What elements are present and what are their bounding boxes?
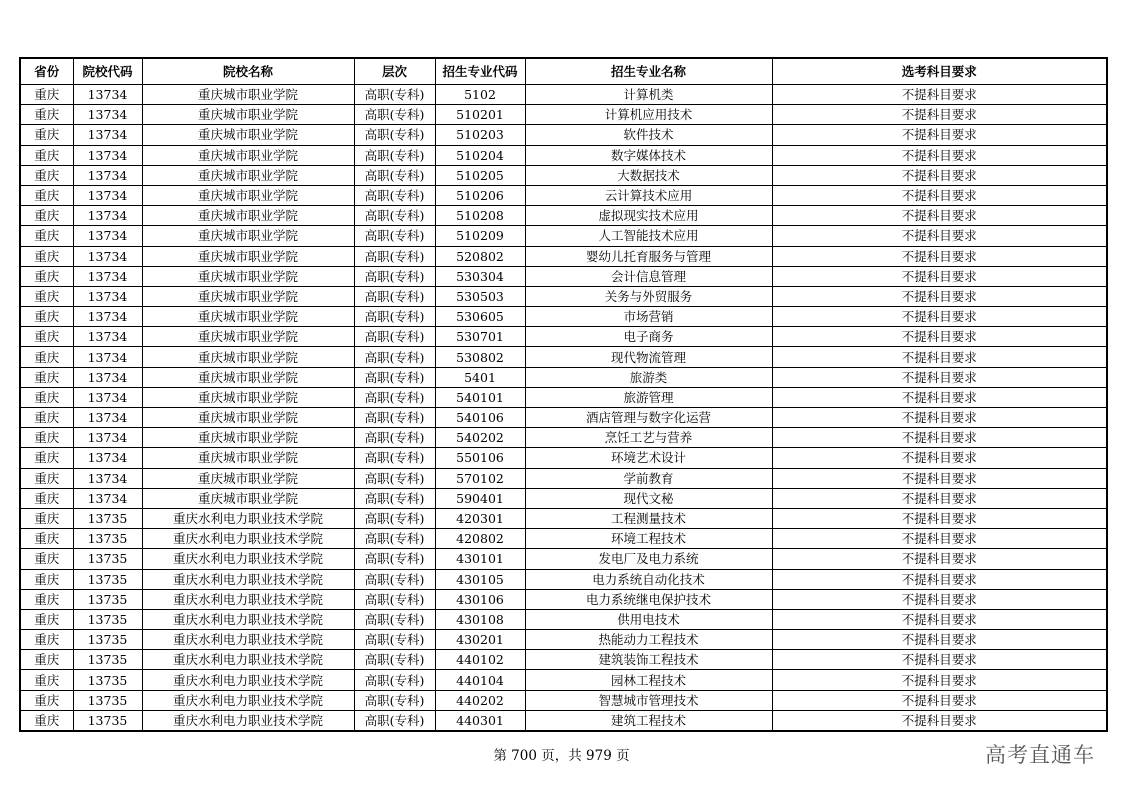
cell-level: 高职(专科): [354, 549, 435, 569]
cell-province: 重庆: [20, 165, 73, 185]
cell-school-name: 重庆城市职业学院: [142, 347, 354, 367]
cell-school-name: 重庆城市职业学院: [142, 367, 354, 387]
cell-major-code: 530605: [435, 307, 525, 327]
cell-subject-requirement: 不提科目要求: [772, 185, 1107, 205]
cell-level: 高职(专科): [354, 609, 435, 629]
cell-province: 重庆: [20, 105, 73, 125]
cell-subject-requirement: 不提科目要求: [772, 145, 1107, 165]
table-row: [20, 327, 1107, 347]
cell-major-code: 5401: [435, 367, 525, 387]
cell-major-code: 530802: [435, 347, 525, 367]
cell-school-code: 13734: [73, 206, 142, 226]
cell-major-name: 云计算技术应用: [525, 185, 772, 205]
cell-school-code: 13734: [73, 266, 142, 286]
cell-major-code: 540202: [435, 428, 525, 448]
cell-level: 高职(专科): [354, 327, 435, 347]
cell-level: 高职(专科): [354, 367, 435, 387]
cell-major-name: 计算机类: [525, 85, 772, 105]
table-row: [20, 650, 1107, 670]
cell-major-code: 530701: [435, 327, 525, 347]
cell-major-code: 420301: [435, 508, 525, 528]
cell-province: 重庆: [20, 408, 73, 428]
cell-major-code: 510208: [435, 206, 525, 226]
cell-province: 重庆: [20, 609, 73, 629]
cell-province: 重庆: [20, 448, 73, 468]
cell-school-name: 重庆水利电力职业技术学院: [142, 569, 354, 589]
cell-major-name: 现代文秘: [525, 488, 772, 508]
cell-school-name: 重庆水利电力职业技术学院: [142, 508, 354, 528]
cell-school-name: 重庆水利电力职业技术学院: [142, 549, 354, 569]
cell-major-name: 虚拟现实技术应用: [525, 206, 772, 226]
cell-school-name: 重庆城市职业学院: [142, 85, 354, 105]
header-subject-requirement: 选考科目要求: [772, 58, 1107, 85]
cell-subject-requirement: 不提科目要求: [772, 650, 1107, 670]
cell-subject-requirement: 不提科目要求: [772, 266, 1107, 286]
cell-level: 高职(专科): [354, 710, 435, 731]
cell-major-code: 430201: [435, 630, 525, 650]
cell-major-code: 430105: [435, 569, 525, 589]
cell-school-name: 重庆水利电力职业技术学院: [142, 609, 354, 629]
cell-level: 高职(专科): [354, 508, 435, 528]
cell-school-name: 重庆水利电力职业技术学院: [142, 670, 354, 690]
cell-school-name: 重庆城市职业学院: [142, 185, 354, 205]
cell-subject-requirement: 不提科目要求: [772, 125, 1107, 145]
cell-major-name: 热能动力工程技术: [525, 630, 772, 650]
cell-subject-requirement: 不提科目要求: [772, 246, 1107, 266]
cell-province: 重庆: [20, 508, 73, 528]
cell-level: 高职(专科): [354, 185, 435, 205]
cell-major-name: 学前教育: [525, 468, 772, 488]
cell-province: 重庆: [20, 185, 73, 205]
cell-major-code: 430108: [435, 609, 525, 629]
cell-subject-requirement: 不提科目要求: [772, 307, 1107, 327]
cell-level: 高职(专科): [354, 387, 435, 407]
cell-major-name: 发电厂及电力系统: [525, 549, 772, 569]
watermark-logo-text: 高考直通车: [985, 743, 1095, 767]
cell-province: 重庆: [20, 387, 73, 407]
cell-major-name: 婴幼儿托育服务与管理: [525, 246, 772, 266]
page-number: 第 700 页，共 979 页: [493, 748, 630, 764]
cell-major-code: 510204: [435, 145, 525, 165]
table-row: [20, 488, 1107, 508]
cell-major-name: 大数据技术: [525, 165, 772, 185]
cell-school-name: 重庆水利电力职业技术学院: [142, 690, 354, 710]
cell-major-code: 570102: [435, 468, 525, 488]
cell-major-name: 酒店管理与数字化运营: [525, 408, 772, 428]
cell-major-name: 旅游类: [525, 367, 772, 387]
cell-major-name: 人工智能技术应用: [525, 226, 772, 246]
table-row: [20, 670, 1107, 690]
cell-school-name: 重庆城市职业学院: [142, 428, 354, 448]
cell-school-name: 重庆城市职业学院: [142, 105, 354, 125]
cell-major-code: 550106: [435, 448, 525, 468]
cell-subject-requirement: 不提科目要求: [772, 327, 1107, 347]
cell-school-name: 重庆城市职业学院: [142, 125, 354, 145]
table-row: [20, 165, 1107, 185]
table-row: [20, 347, 1107, 367]
table-row: [20, 266, 1107, 286]
cell-school-code: 13735: [73, 529, 142, 549]
cell-major-code: 540101: [435, 387, 525, 407]
cell-major-code: 510205: [435, 165, 525, 185]
cell-school-code: 13734: [73, 367, 142, 387]
cell-level: 高职(专科): [354, 105, 435, 125]
cell-major-code: 510209: [435, 226, 525, 246]
cell-major-name: 旅游管理: [525, 387, 772, 407]
header-major-name: 招生专业名称: [525, 58, 772, 85]
cell-level: 高职(专科): [354, 347, 435, 367]
cell-subject-requirement: 不提科目要求: [772, 165, 1107, 185]
cell-province: 重庆: [20, 690, 73, 710]
cell-subject-requirement: 不提科目要求: [772, 105, 1107, 125]
cell-school-name: 重庆城市职业学院: [142, 488, 354, 508]
cell-major-name: 软件技术: [525, 125, 772, 145]
cell-province: 重庆: [20, 670, 73, 690]
cell-major-code: 440102: [435, 650, 525, 670]
cell-province: 重庆: [20, 266, 73, 286]
table-row: [20, 246, 1107, 266]
cell-major-name: 智慧城市管理技术: [525, 690, 772, 710]
cell-school-name: 重庆水利电力职业技术学院: [142, 529, 354, 549]
cell-province: 重庆: [20, 226, 73, 246]
table-row: [20, 408, 1107, 428]
cell-major-code: 510201: [435, 105, 525, 125]
cell-major-name: 工程测量技术: [525, 508, 772, 528]
cell-school-code: 13735: [73, 609, 142, 629]
cell-school-code: 13734: [73, 448, 142, 468]
table-row: [20, 286, 1107, 306]
cell-school-code: 13735: [73, 589, 142, 609]
table-row: [20, 387, 1107, 407]
cell-level: 高职(专科): [354, 266, 435, 286]
cell-school-code: 13734: [73, 428, 142, 448]
cell-province: 重庆: [20, 327, 73, 347]
table-row: [20, 529, 1107, 549]
cell-level: 高职(专科): [354, 125, 435, 145]
cell-school-code: 13735: [73, 630, 142, 650]
cell-major-code: 530503: [435, 286, 525, 306]
cell-province: 重庆: [20, 650, 73, 670]
cell-school-name: 重庆水利电力职业技术学院: [142, 589, 354, 609]
cell-province: 重庆: [20, 85, 73, 105]
cell-province: 重庆: [20, 549, 73, 569]
cell-school-name: 重庆城市职业学院: [142, 468, 354, 488]
cell-level: 高职(专科): [354, 670, 435, 690]
cell-subject-requirement: 不提科目要求: [772, 408, 1107, 428]
cell-subject-requirement: 不提科目要求: [772, 508, 1107, 528]
cell-school-name: 重庆城市职业学院: [142, 327, 354, 347]
table-body: [20, 85, 1107, 732]
cell-subject-requirement: 不提科目要求: [772, 448, 1107, 468]
cell-level: 高职(专科): [354, 165, 435, 185]
table-row: [20, 85, 1107, 105]
cell-subject-requirement: 不提科目要求: [772, 286, 1107, 306]
cell-major-name: 电力系统自动化技术: [525, 569, 772, 589]
cell-subject-requirement: 不提科目要求: [772, 488, 1107, 508]
cell-province: 重庆: [20, 307, 73, 327]
cell-subject-requirement: 不提科目要求: [772, 529, 1107, 549]
cell-subject-requirement: 不提科目要求: [772, 549, 1107, 569]
cell-major-code: 510203: [435, 125, 525, 145]
cell-province: 重庆: [20, 347, 73, 367]
table-row: [20, 569, 1107, 589]
cell-school-code: 13735: [73, 690, 142, 710]
cell-subject-requirement: 不提科目要求: [772, 206, 1107, 226]
cell-level: 高职(专科): [354, 307, 435, 327]
cell-school-code: 13735: [73, 508, 142, 528]
table-row: [20, 448, 1107, 468]
cell-subject-requirement: 不提科目要求: [772, 690, 1107, 710]
cell-subject-requirement: 不提科目要求: [772, 428, 1107, 448]
cell-level: 高职(专科): [354, 468, 435, 488]
cell-level: 高职(专科): [354, 529, 435, 549]
cell-school-name: 重庆水利电力职业技术学院: [142, 710, 354, 731]
header-province: 省份: [20, 58, 73, 85]
cell-school-code: 13735: [73, 710, 142, 731]
cell-major-code: 440202: [435, 690, 525, 710]
header-school-name: 院校名称: [142, 58, 354, 85]
table-row: [20, 307, 1107, 327]
cell-school-name: 重庆城市职业学院: [142, 408, 354, 428]
cell-major-code: 420802: [435, 529, 525, 549]
cell-school-name: 重庆城市职业学院: [142, 266, 354, 286]
cell-major-code: 440104: [435, 670, 525, 690]
cell-school-code: 13734: [73, 307, 142, 327]
cell-major-name: 环境艺术设计: [525, 448, 772, 468]
cell-province: 重庆: [20, 488, 73, 508]
cell-school-name: 重庆城市职业学院: [142, 448, 354, 468]
cell-subject-requirement: 不提科目要求: [772, 347, 1107, 367]
cell-major-name: 市场营销: [525, 307, 772, 327]
table-row: [20, 508, 1107, 528]
cell-school-code: 13734: [73, 286, 142, 306]
cell-school-name: 重庆城市职业学院: [142, 307, 354, 327]
cell-major-name: 环境工程技术: [525, 529, 772, 549]
cell-province: 重庆: [20, 206, 73, 226]
cell-major-code: 590401: [435, 488, 525, 508]
cell-school-name: 重庆城市职业学院: [142, 145, 354, 165]
table-row: [20, 609, 1107, 629]
table-row: [20, 589, 1107, 609]
cell-major-name: 烹饪工艺与营养: [525, 428, 772, 448]
cell-school-code: 13734: [73, 387, 142, 407]
header-major-code: 招生专业代码: [435, 58, 525, 85]
cell-subject-requirement: 不提科目要求: [772, 670, 1107, 690]
cell-province: 重庆: [20, 569, 73, 589]
cell-school-code: 13735: [73, 569, 142, 589]
header-school-code: 院校代码: [73, 58, 142, 85]
cell-school-code: 13734: [73, 246, 142, 266]
cell-level: 高职(专科): [354, 428, 435, 448]
table-row: [20, 710, 1107, 731]
table-row: [20, 105, 1107, 125]
cell-level: 高职(专科): [354, 569, 435, 589]
cell-school-code: 13734: [73, 468, 142, 488]
cell-school-name: 重庆水利电力职业技术学院: [142, 650, 354, 670]
cell-province: 重庆: [20, 125, 73, 145]
cell-level: 高职(专科): [354, 630, 435, 650]
cell-school-code: 13735: [73, 670, 142, 690]
cell-province: 重庆: [20, 367, 73, 387]
cell-major-name: 建筑工程技术: [525, 710, 772, 731]
header-level: 层次: [354, 58, 435, 85]
cell-major-name: 建筑装饰工程技术: [525, 650, 772, 670]
table-row: [20, 367, 1107, 387]
cell-subject-requirement: 不提科目要求: [772, 468, 1107, 488]
table-row: [20, 206, 1107, 226]
cell-province: 重庆: [20, 589, 73, 609]
cell-province: 重庆: [20, 630, 73, 650]
cell-level: 高职(专科): [354, 85, 435, 105]
cell-subject-requirement: 不提科目要求: [772, 609, 1107, 629]
cell-province: 重庆: [20, 286, 73, 306]
cell-level: 高职(专科): [354, 206, 435, 226]
cell-subject-requirement: 不提科目要求: [772, 710, 1107, 731]
cell-major-code: 540106: [435, 408, 525, 428]
cell-school-code: 13734: [73, 327, 142, 347]
cell-school-code: 13734: [73, 226, 142, 246]
cell-major-code: 510206: [435, 185, 525, 205]
cell-major-name: 数字媒体技术: [525, 145, 772, 165]
enrollment-table: [19, 57, 1108, 732]
cell-major-name: 园林工程技术: [525, 670, 772, 690]
cell-major-code: 430101: [435, 549, 525, 569]
cell-subject-requirement: 不提科目要求: [772, 85, 1107, 105]
cell-major-name: 计算机应用技术: [525, 105, 772, 125]
cell-school-name: 重庆城市职业学院: [142, 387, 354, 407]
cell-subject-requirement: 不提科目要求: [772, 387, 1107, 407]
table-row: [20, 690, 1107, 710]
table-row: [20, 226, 1107, 246]
table-row: [20, 428, 1107, 448]
cell-school-code: 13734: [73, 85, 142, 105]
cell-major-name: 会计信息管理: [525, 266, 772, 286]
cell-school-code: 13734: [73, 125, 142, 145]
cell-school-code: 13734: [73, 105, 142, 125]
cell-school-code: 13734: [73, 145, 142, 165]
cell-school-code: 13734: [73, 165, 142, 185]
cell-major-code: 5102: [435, 85, 525, 105]
cell-school-code: 13735: [73, 549, 142, 569]
cell-subject-requirement: 不提科目要求: [772, 226, 1107, 246]
cell-major-name: 关务与外贸服务: [525, 286, 772, 306]
cell-major-name: 电子商务: [525, 327, 772, 347]
cell-subject-requirement: 不提科目要求: [772, 569, 1107, 589]
cell-level: 高职(专科): [354, 589, 435, 609]
table-row: [20, 125, 1107, 145]
cell-level: 高职(专科): [354, 246, 435, 266]
cell-level: 高职(专科): [354, 286, 435, 306]
cell-school-name: 重庆城市职业学院: [142, 226, 354, 246]
cell-school-code: 13735: [73, 650, 142, 670]
cell-school-code: 13734: [73, 185, 142, 205]
cell-major-name: 现代物流管理: [525, 347, 772, 367]
table-header-row: [20, 58, 1107, 85]
table-row: [20, 549, 1107, 569]
cell-level: 高职(专科): [354, 145, 435, 165]
cell-province: 重庆: [20, 468, 73, 488]
cell-school-code: 13734: [73, 408, 142, 428]
cell-level: 高职(专科): [354, 690, 435, 710]
cell-school-name: 重庆城市职业学院: [142, 206, 354, 226]
cell-school-code: 13734: [73, 488, 142, 508]
cell-level: 高职(专科): [354, 226, 435, 246]
cell-level: 高职(专科): [354, 488, 435, 508]
cell-province: 重庆: [20, 145, 73, 165]
table-row: [20, 468, 1107, 488]
cell-major-code: 430106: [435, 589, 525, 609]
cell-major-code: 520802: [435, 246, 525, 266]
cell-major-name: 供用电技术: [525, 609, 772, 629]
table-row: [20, 145, 1107, 165]
cell-province: 重庆: [20, 428, 73, 448]
table-row: [20, 185, 1107, 205]
cell-major-name: 电力系统继电保护技术: [525, 589, 772, 609]
cell-school-name: 重庆城市职业学院: [142, 286, 354, 306]
cell-subject-requirement: 不提科目要求: [772, 630, 1107, 650]
cell-major-code: 440301: [435, 710, 525, 731]
cell-school-name: 重庆水利电力职业技术学院: [142, 630, 354, 650]
cell-school-name: 重庆城市职业学院: [142, 165, 354, 185]
cell-level: 高职(专科): [354, 448, 435, 468]
cell-level: 高职(专科): [354, 650, 435, 670]
table-row: [20, 630, 1107, 650]
cell-subject-requirement: 不提科目要求: [772, 367, 1107, 387]
cell-major-code: 530304: [435, 266, 525, 286]
cell-province: 重庆: [20, 246, 73, 266]
cell-school-code: 13734: [73, 347, 142, 367]
cell-school-name: 重庆城市职业学院: [142, 246, 354, 266]
cell-province: 重庆: [20, 710, 73, 731]
cell-level: 高职(专科): [354, 408, 435, 428]
cell-subject-requirement: 不提科目要求: [772, 589, 1107, 609]
cell-province: 重庆: [20, 529, 73, 549]
